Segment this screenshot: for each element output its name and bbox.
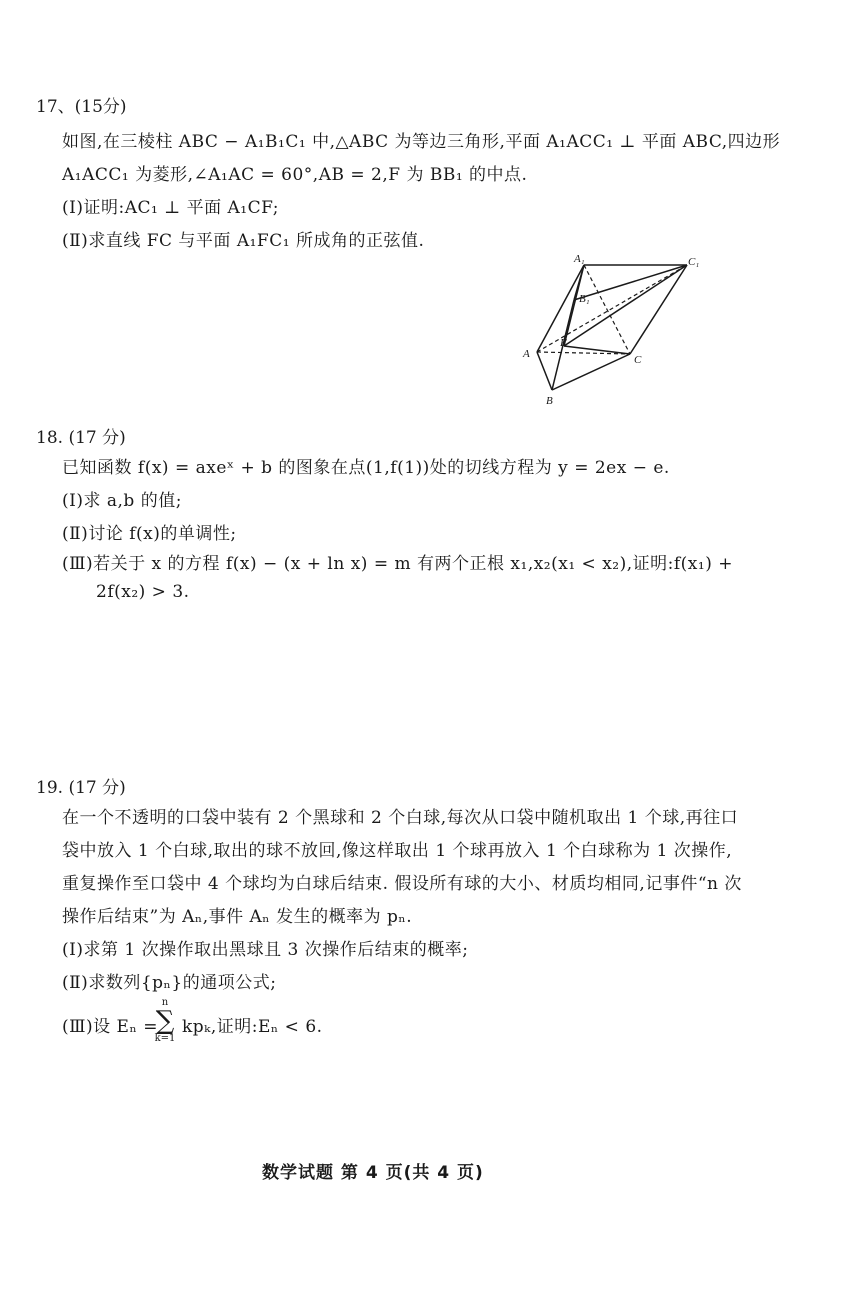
q18-part-3: (Ⅲ)若关于 x 的方程 f(x) − (x + ln x) = m 有两个正根 x₁,x₂(x₁ < x₂),证明:f(x₁) + bbox=[62, 554, 733, 574]
q19-part-2: (Ⅱ)求数列{pₙ}的通项公式; bbox=[62, 973, 277, 993]
segment-f-c1 bbox=[564, 265, 687, 346]
q19-heading: 19. (17 分) bbox=[36, 778, 126, 798]
q17-heading: 17、(15分) bbox=[36, 97, 127, 117]
q18-part-1: (Ⅰ)求 a,b 的值; bbox=[62, 491, 182, 511]
sum-lower-limit: k=1 bbox=[154, 1033, 176, 1044]
label-b: B bbox=[546, 395, 553, 407]
q18-line-1: 已知函数 f(x) = axeˣ + b 的图象在点(1,f(1))处的切线方程为 y = 2ex − e. bbox=[62, 458, 670, 478]
edge-a-b bbox=[537, 352, 552, 390]
q19-part-1: (Ⅰ)求第 1 次操作取出黑球且 3 次操作后结束的概率; bbox=[62, 940, 469, 960]
prism-figure bbox=[512, 250, 712, 410]
sigma-symbol: ∑ bbox=[155, 1006, 175, 1036]
q19-line-1: 在一个不透明的口袋中装有 2 个黑球和 2 个白球,每次从口袋中随机取出 1 个球,再往口 bbox=[62, 808, 739, 828]
q17-line-2: A₁ACC₁ 为菱形,∠A₁AC = 60°,AB = 2,F 为 BB₁ 的中点. bbox=[62, 165, 528, 185]
q17-part-2: (Ⅱ)求直线 FC 与平面 A₁FC₁ 所成角的正弦值. bbox=[62, 231, 425, 251]
q18-heading: 18. (17 分) bbox=[36, 428, 126, 448]
q19-line-4: 操作后结束”为 Aₙ,事件 Aₙ 发生的概率为 pₙ. bbox=[62, 907, 413, 927]
edge-b-c bbox=[552, 354, 630, 390]
summation bbox=[154, 998, 176, 1044]
label-c: C bbox=[634, 354, 642, 366]
page-footer: 数学试题 第 4 页(共 4 页) bbox=[262, 1163, 484, 1183]
edge-c-c1 bbox=[630, 265, 687, 354]
label-a: A bbox=[523, 348, 530, 360]
hidden-diagonal-a1-c bbox=[584, 265, 630, 354]
edge-b1-c1 bbox=[574, 265, 687, 300]
segment-a1-f bbox=[564, 265, 584, 346]
q18-part-3-cont: 2f(x₂) > 3. bbox=[96, 582, 190, 602]
label-b1: B₁ bbox=[579, 293, 590, 305]
label-f: F bbox=[560, 337, 567, 349]
q19-part-3-prefix: (Ⅲ)设 Eₙ = bbox=[62, 1017, 158, 1037]
q19-line-3: 重复操作至口袋中 4 个球均为白球后结束. 假设所有球的大小、材质均相同,记事件“n 次 bbox=[62, 874, 742, 894]
label-c1: C₁ bbox=[688, 256, 700, 268]
q18-part-2: (Ⅱ)讨论 f(x)的单调性; bbox=[62, 524, 237, 544]
label-a1: A₁ bbox=[574, 253, 585, 265]
q19-part-3-suffix: kpₖ,证明:Eₙ < 6. bbox=[182, 1017, 323, 1037]
q17-line-1: 如图,在三棱柱 ABC − A₁B₁C₁ 中,△ABC 为等边三角形,平面 A₁ACC₁ ⊥ 平面 ABC,四边形 bbox=[62, 132, 781, 152]
sum-upper-limit: n bbox=[161, 997, 169, 1008]
q19-line-2: 袋中放入 1 个白球,取出的球不放回,像这样取出 1 个球再放入 1 个白球称为 1 次操作, bbox=[62, 841, 733, 861]
q17-part-1: (Ⅰ)证明:AC₁ ⊥ 平面 A₁CF; bbox=[62, 198, 280, 218]
